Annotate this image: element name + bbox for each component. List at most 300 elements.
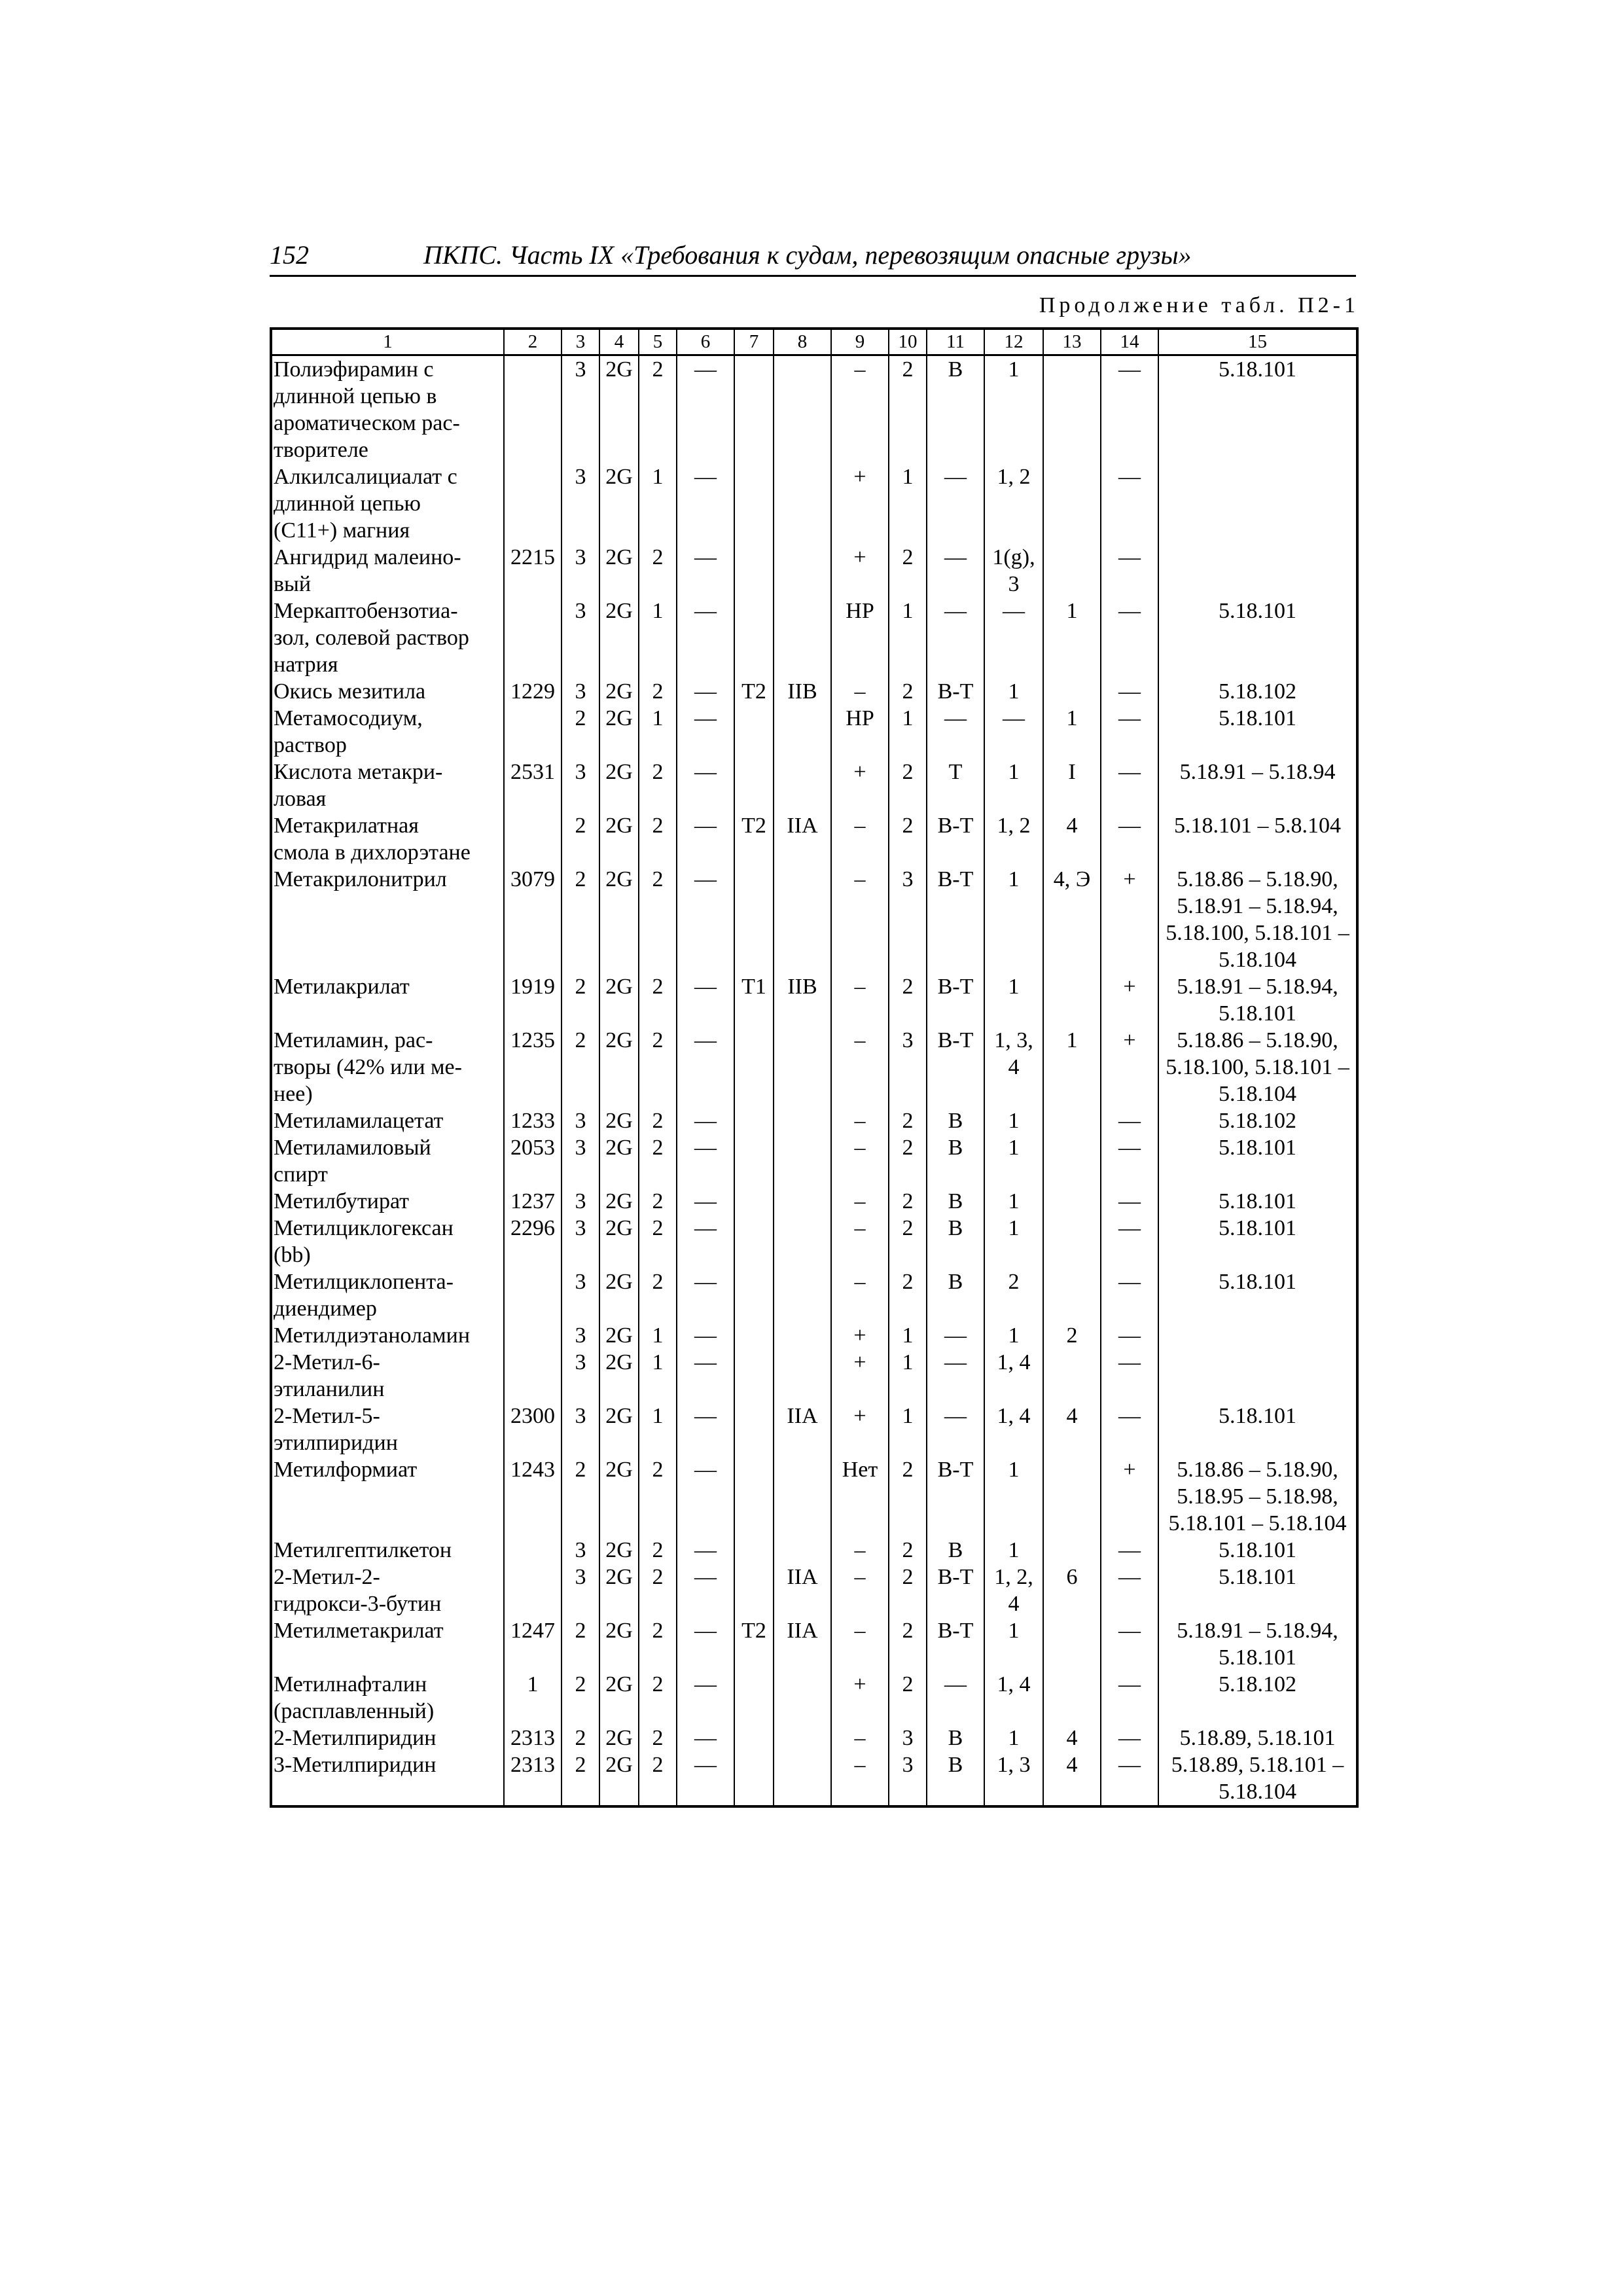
cell-col-6: — [677,1268,734,1322]
cell-col-10: 1 [889,1322,927,1349]
cell-col-3: 3 [562,1403,599,1456]
substance-name-line: 2-Метилпиридин [274,1726,437,1750]
cell-col-2 [504,1349,562,1403]
cell-col-3: 2 [562,1725,599,1751]
cell-col-12: 1 [984,1134,1043,1188]
cell-col-5: 2 [639,866,677,973]
cell-col-15: 5.18.101 [1158,355,1357,464]
substance-name-cell [271,705,504,759]
cell-col-2: 2313 [504,1725,562,1751]
cell-col-14: — [1101,1725,1158,1751]
substance-name-line: Метамосодиум, [274,706,423,730]
cell-col-2: 1235 [504,1027,562,1107]
cell-col-5: 1 [639,1403,677,1456]
cell-col-9: – [831,355,889,464]
cell-col-5: 2 [639,812,677,866]
cell-col-8 [774,1322,831,1349]
table-row [271,1268,1357,1322]
cell-col-7 [734,1107,774,1134]
cell-col-7: Т1 [734,973,774,1027]
cell-col-15: 5.18.86 – 5.18.90, 5.18.95 – 5.18.98, 5.18.101 – 5.18.104 [1158,1456,1357,1537]
substance-name-cell [271,1349,504,1403]
cell-col-3: 2 [562,1027,599,1107]
cell-col-13 [1043,355,1101,464]
cell-col-6: — [677,598,734,678]
cell-col-12: 1 [984,973,1043,1027]
cell-col-13 [1043,1617,1101,1671]
cell-col-9: + [831,759,889,812]
substance-name-line: натрия [274,653,338,677]
table-row [271,598,1357,678]
cell-col-11: В-Т [927,866,984,973]
cell-col-13: 4 [1043,1751,1101,1806]
cell-col-5: 2 [639,1456,677,1537]
cell-col-9: – [831,973,889,1027]
cell-col-11: В [927,1215,984,1268]
cell-col-7 [734,866,774,973]
table-row [271,463,1357,544]
column-header: 10 [889,329,927,355]
cell-col-14: — [1101,1188,1158,1215]
cell-col-6: — [677,1456,734,1537]
cell-col-6: — [677,866,734,973]
substance-name-cell [271,1537,504,1564]
cell-col-6: — [677,1671,734,1725]
cell-col-7 [734,1456,774,1537]
cell-col-9: – [831,1751,889,1806]
table-row [271,759,1357,812]
substance-name-line: Метиламилацетат [274,1109,444,1133]
cell-col-7 [734,1027,774,1107]
cell-col-9: – [831,1134,889,1188]
substance-name-line: Метакрилатная [274,814,419,838]
cell-col-7 [734,1403,774,1456]
cell-col-15 [1158,1349,1357,1403]
substance-name-line: (C11+) магния [274,518,410,543]
cell-col-12: 1 [984,355,1043,464]
cell-col-14: — [1101,463,1158,544]
cell-col-7 [734,1268,774,1322]
substance-name-line: (расплавленный) [274,1699,435,1723]
cell-col-10: 1 [889,705,927,759]
table-row [271,812,1357,866]
cell-col-15: 5.18.101 [1158,1564,1357,1617]
cell-col-3: 3 [562,1322,599,1349]
cell-col-9: + [831,544,889,598]
table-row [271,1027,1357,1107]
column-header: 7 [734,329,774,355]
cell-col-7 [734,1215,774,1268]
cell-col-15: 5.18.101 [1158,1134,1357,1188]
cell-col-4: 2G [599,866,639,973]
cell-col-8 [774,598,831,678]
substance-name-cell [271,1322,504,1349]
table-row [271,1403,1357,1456]
cell-col-14: — [1101,1215,1158,1268]
cell-col-12: 1 [984,1107,1043,1134]
cell-col-13 [1043,1215,1101,1268]
cell-col-15: 5.18.101 [1158,598,1357,678]
table-row [271,1349,1357,1403]
cell-col-2: 2053 [504,1134,562,1188]
cell-col-9: – [831,1027,889,1107]
cell-col-10: 2 [889,1215,927,1268]
cell-col-11: — [927,463,984,544]
cell-col-10: 2 [889,1268,927,1322]
cell-col-12: 1 [984,1215,1043,1268]
cell-col-12: 1, 2 [984,463,1043,544]
substance-name-cell [271,1671,504,1725]
cell-col-9: – [831,812,889,866]
cell-col-14: — [1101,1617,1158,1671]
cell-col-4: 2G [599,1671,639,1725]
cell-col-6: — [677,355,734,464]
cell-col-6: — [677,1725,734,1751]
cell-col-2: 1 [504,1671,562,1725]
cell-col-6: — [677,463,734,544]
substance-name-line: смола в дихлорэтане [274,840,471,865]
cell-col-13 [1043,463,1101,544]
table-row [271,866,1357,973]
cell-col-13 [1043,1188,1101,1215]
cell-col-10: 2 [889,1456,927,1537]
cell-col-4: 2G [599,1134,639,1188]
cell-col-13: 1 [1043,598,1101,678]
substance-name-line: ароматическом рас- [274,411,460,435]
table-row [271,678,1357,705]
substance-name-cell [271,1134,504,1188]
substance-name-line: Метилгептилкетон [274,1538,452,1562]
cell-col-8 [774,759,831,812]
cell-col-11: — [927,705,984,759]
cell-col-15: 5.18.86 – 5.18.90, 5.18.91 – 5.18.94, 5.18.100, 5.18.101 – 5.18.104 [1158,866,1357,973]
cell-col-5: 2 [639,544,677,598]
cell-col-6: — [677,1751,734,1806]
table-row [271,1456,1357,1537]
cell-col-5: 1 [639,463,677,544]
cell-col-3: 2 [562,1617,599,1671]
cell-col-8: IIА [774,812,831,866]
substance-name-line: Метилметакрилат [274,1619,444,1643]
cell-col-11: В-Т [927,1564,984,1617]
cell-col-11: — [927,1671,984,1725]
table-row [271,1134,1357,1188]
substance-name-line: длинной цепью [274,492,421,516]
table-body [271,355,1357,1807]
cell-col-13 [1043,1268,1101,1322]
cell-col-14: + [1101,973,1158,1027]
column-header: 12 [984,329,1043,355]
cell-col-3: 3 [562,463,599,544]
substance-name-cell [271,1617,504,1671]
cell-col-2 [504,1564,562,1617]
cell-col-2 [504,463,562,544]
cell-col-10: 2 [889,1107,927,1134]
cell-col-15: 5.18.101 [1158,1215,1357,1268]
cell-col-6: — [677,544,734,598]
cell-col-9: + [831,1671,889,1725]
cell-col-6: — [677,812,734,866]
substance-name-line: 2-Метил-2- [274,1565,380,1589]
cell-col-4: 2G [599,1322,639,1349]
cell-col-2: 1919 [504,973,562,1027]
substance-name-line: Метилнафталин [274,1672,427,1696]
cell-col-12: 1, 4 [984,1403,1043,1456]
substance-name-line: 3-Метилпиридин [274,1753,437,1777]
cell-col-6: — [677,973,734,1027]
cell-col-14: — [1101,1537,1158,1564]
cell-col-7 [734,759,774,812]
cell-col-7 [734,544,774,598]
cell-col-7 [734,463,774,544]
cell-col-15: 5.18.91 – 5.18.94 [1158,759,1357,812]
substance-name-line: Метилциклопента- [274,1270,454,1294]
cell-col-4: 2G [599,463,639,544]
cell-col-6: — [677,1107,734,1134]
cell-col-4: 2G [599,1564,639,1617]
cell-col-6: — [677,1537,734,1564]
substance-name-cell [271,1215,504,1268]
cell-col-8 [774,1268,831,1322]
column-header: 3 [562,329,599,355]
cell-col-13 [1043,678,1101,705]
cell-col-2 [504,1537,562,1564]
cell-col-15: 5.18.102 [1158,1107,1357,1134]
cell-col-6: — [677,1322,734,1349]
cell-col-9: Нет [831,1456,889,1537]
substance-name-cell [271,1456,504,1537]
cell-col-7 [734,598,774,678]
cell-col-5: 2 [639,759,677,812]
table-row [271,1564,1357,1617]
cell-col-12: 1 [984,759,1043,812]
cell-col-6: — [677,759,734,812]
substance-name-cell [271,463,504,544]
column-header: 2 [504,329,562,355]
substance-name-line: Метакрилонитрил [274,867,447,891]
cell-col-9: – [831,1537,889,1564]
cell-col-12: 1 [984,866,1043,973]
cell-col-3: 2 [562,1671,599,1725]
cell-col-10: 2 [889,355,927,464]
column-header: 8 [774,329,831,355]
substance-name-line: Метиламин, рас- [274,1028,433,1052]
substance-name-line: 2-Метил-5- [274,1404,380,1428]
cell-col-4: 2G [599,355,639,464]
cell-col-12: 1 [984,678,1043,705]
cell-col-6: — [677,1134,734,1188]
cell-col-5: 2 [639,1725,677,1751]
substances-table [270,327,1359,1808]
cell-col-3: 3 [562,1268,599,1322]
cell-col-8 [774,355,831,464]
substance-name-line: Метилформиат [274,1458,418,1482]
cell-col-7 [734,1349,774,1403]
cell-col-15: 5.18.101 [1158,1537,1357,1564]
cell-col-9: + [831,1349,889,1403]
cell-col-9: НР [831,705,889,759]
cell-col-10: 2 [889,1188,927,1215]
substance-name-line: нее) [274,1082,313,1106]
cell-col-2 [504,355,562,464]
column-header: 11 [927,329,984,355]
cell-col-2 [504,705,562,759]
cell-col-11: — [927,1349,984,1403]
cell-col-6: — [677,678,734,705]
cell-col-10: 2 [889,544,927,598]
cell-col-12: 1, 3 [984,1751,1043,1806]
cell-col-15: 5.18.86 – 5.18.90, 5.18.100, 5.18.101 – 5.18.104 [1158,1027,1357,1107]
cell-col-3: 3 [562,1349,599,1403]
substance-name-line: вый [274,572,312,596]
cell-col-14: — [1101,1268,1158,1322]
cell-col-12: 1(g), 3 [984,544,1043,598]
column-header: 4 [599,329,639,355]
cell-col-8 [774,1537,831,1564]
cell-col-2: 2296 [504,1215,562,1268]
cell-col-6: — [677,1349,734,1403]
substance-name-cell [271,759,504,812]
cell-col-12: 1, 2 [984,812,1043,866]
cell-col-14: — [1101,1134,1158,1188]
cell-col-5: 2 [639,678,677,705]
column-header: 6 [677,329,734,355]
cell-col-6: — [677,1403,734,1456]
page-number: 152 [270,240,309,270]
cell-col-10: 3 [889,866,927,973]
cell-col-8: IIВ [774,973,831,1027]
cell-col-13: 4, Э [1043,866,1101,973]
column-header: 9 [831,329,889,355]
column-header: 15 [1158,329,1357,355]
cell-col-12: 2 [984,1268,1043,1322]
cell-col-2: 1243 [504,1456,562,1537]
cell-col-2: 2313 [504,1751,562,1806]
cell-col-12: 1 [984,1188,1043,1215]
cell-col-15 [1158,463,1357,544]
cell-col-4: 2G [599,1725,639,1751]
cell-col-13 [1043,1537,1101,1564]
substance-name-line: Алкилсалициалат с [274,465,457,489]
cell-col-3: 3 [562,544,599,598]
substance-name-cell [271,973,504,1027]
cell-col-2: 3079 [504,866,562,973]
substance-name-cell [271,1751,504,1806]
cell-col-2 [504,812,562,866]
cell-col-14: — [1101,1564,1158,1617]
cell-col-5: 2 [639,1537,677,1564]
substance-name-line: Меркаптобензотиа- [274,599,458,623]
cell-col-2 [504,598,562,678]
cell-col-3: 3 [562,1188,599,1215]
substance-name-line: длинной цепью в [274,384,437,408]
substance-name-line: (bb) [274,1243,311,1267]
cell-col-11: В-Т [927,812,984,866]
cell-col-12: 1, 4 [984,1671,1043,1725]
cell-col-10: 3 [889,1027,927,1107]
substance-name-line: раствор [274,733,347,757]
cell-col-14: + [1101,1027,1158,1107]
column-header: 13 [1043,329,1101,355]
cell-col-2: 1229 [504,678,562,705]
substance-name-cell [271,1268,504,1322]
cell-col-2: 2300 [504,1403,562,1456]
cell-col-8 [774,1725,831,1751]
cell-col-3: 3 [562,759,599,812]
cell-col-10: 2 [889,1564,927,1617]
cell-col-3: 2 [562,973,599,1027]
cell-col-11: В [927,1537,984,1564]
column-header: 1 [271,329,504,355]
cell-col-4: 2G [599,1268,639,1322]
substance-name-cell [271,598,504,678]
cell-col-4: 2G [599,598,639,678]
table-row [271,1671,1357,1725]
cell-col-12: 1 [984,1617,1043,1671]
cell-col-10: 2 [889,1671,927,1725]
cell-col-3: 3 [562,1564,599,1617]
cell-col-4: 2G [599,973,639,1027]
cell-col-8 [774,1456,831,1537]
cell-col-4: 2G [599,705,639,759]
cell-col-2: 1247 [504,1617,562,1671]
cell-col-11: В [927,355,984,464]
cell-col-4: 2G [599,1456,639,1537]
cell-col-7 [734,1134,774,1188]
substance-name-line: зол, солевой раствор [274,626,469,650]
substance-name-cell [271,544,504,598]
cell-col-4: 2G [599,1107,639,1134]
cell-col-5: 2 [639,1671,677,1725]
cell-col-11: — [927,544,984,598]
cell-col-7 [734,705,774,759]
cell-col-10: 2 [889,812,927,866]
cell-col-9: + [831,463,889,544]
cell-col-10: 3 [889,1751,927,1806]
table-row [271,705,1357,759]
table-row [271,355,1357,464]
cell-col-15: 5.18.89, 5.18.101 – 5.18.104 [1158,1751,1357,1806]
cell-col-2: 2531 [504,759,562,812]
column-header: 5 [639,329,677,355]
cell-col-9: – [831,1107,889,1134]
cell-col-8 [774,1751,831,1806]
cell-col-4: 2G [599,759,639,812]
cell-col-9: + [831,1403,889,1456]
cell-col-8 [774,1671,831,1725]
table-row [271,1751,1357,1806]
cell-col-9: + [831,1322,889,1349]
cell-col-14: — [1101,1107,1158,1134]
cell-col-11: В-Т [927,678,984,705]
cell-col-3: 3 [562,598,599,678]
table-row [271,973,1357,1027]
cell-col-13: I [1043,759,1101,812]
cell-col-10: 2 [889,678,927,705]
cell-col-10: 2 [889,1537,927,1564]
cell-col-4: 2G [599,1349,639,1403]
cell-col-7 [734,1671,774,1725]
substance-name-line: этиланилин [274,1377,385,1401]
cell-col-3: 3 [562,1107,599,1134]
cell-col-3: 2 [562,1456,599,1537]
cell-col-7 [734,1564,774,1617]
substance-name-line: 2-Метил-6- [274,1350,380,1374]
table-caption: Продолжение табл. П2-1 [1039,293,1359,317]
cell-col-10: 2 [889,1134,927,1188]
cell-col-9: – [831,1725,889,1751]
cell-col-13 [1043,1671,1101,1725]
